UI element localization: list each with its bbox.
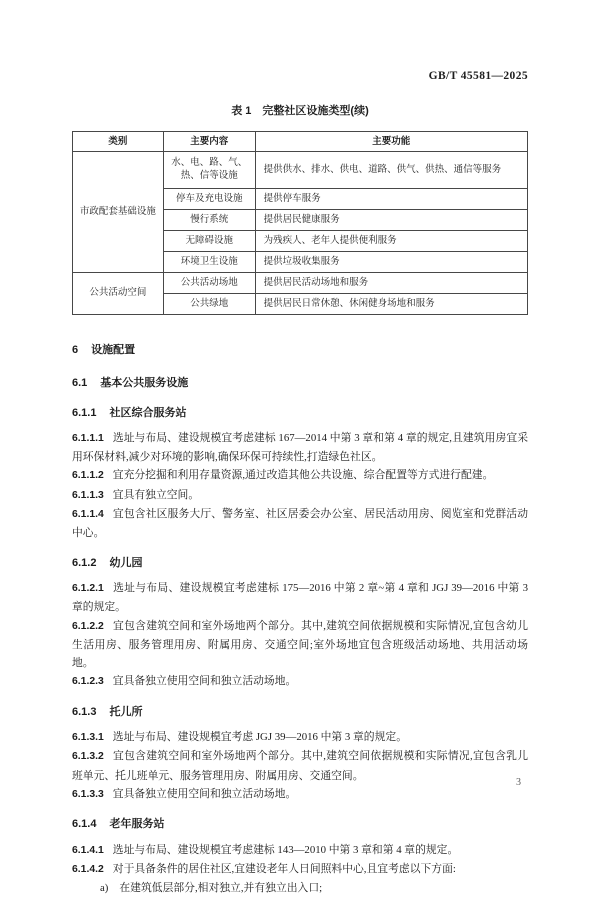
heading-number: 6.1.3 [72, 705, 97, 718]
page-number: 3 [516, 777, 521, 788]
clause-number: 6.1.2.1 [72, 582, 104, 594]
clause-text: 对于具备条件的居住社区,宜建设老年人日间照料中心,且宜考虑以下方面: [112, 862, 456, 875]
clause-number: 6.1.3.1 [72, 732, 104, 744]
clause-number: 6.1.1.1 [72, 432, 104, 444]
table-label: 表 1 [231, 105, 252, 117]
heading-number: 6.1.1 [72, 406, 97, 419]
content-cell: 水、电、路、气、热、信等设施 [163, 152, 255, 189]
clause-body [72, 341, 528, 897]
col-header-category: 类别 [73, 132, 164, 152]
page-content [72, 0, 528, 897]
clause-text: 选址与布局、建设规模宜考虑 JGJ 39—2016 中第 3 章的规定。 [112, 731, 407, 744]
facility-type-table [72, 131, 528, 315]
clause-6-1-3-1 [72, 728, 528, 747]
heading-number: 6.1.2 [72, 556, 97, 569]
col-header-content: 主要内容 [163, 132, 255, 152]
heading-number: 6.1 [72, 377, 88, 390]
content-cell: 停车及充电设施 [163, 189, 255, 210]
heading-text: 基本公共服务设施 [100, 377, 189, 390]
clause-6-1-2-2 [72, 617, 528, 673]
clause-text: 宜具备独立使用空间和独立活动场地。 [112, 787, 297, 800]
clause-6-1-1-1 [72, 429, 528, 467]
heading-text: 托儿所 [109, 705, 143, 718]
clause-6-1-3-2 [72, 747, 528, 785]
content-cell: 环境卫生设施 [163, 252, 255, 273]
function-cell: 提供垃圾收集服务 [255, 252, 527, 273]
category-cell-municipal: 市政配套基础设施 [73, 152, 164, 273]
clause-text: 选址与布局、建设规模宜考虑建标 167—2014 中第 3 章和第 4 章的规定,且建筑用房宜采用环保材料,减少对环境的影响,确保环保可持续性,打造绿色社区。 [72, 431, 528, 464]
table-row [73, 273, 528, 294]
clause-6-1-4-2 [72, 860, 528, 879]
function-cell: 提供供水、排水、供电、道路、供气、供热、通信等服务 [255, 152, 527, 189]
clause-number: 6.1.3.2 [72, 751, 104, 763]
clause-text: 宜包含建筑空间和室外场地两个部分。其中,建筑空间依据规模和实际情况,宜包含幼儿生活用房、服务管理用房、附属用房、交通空间;室外场地宜包含班级活动场地、共用活动场地。 [72, 619, 528, 670]
clause-text: 宜具有独立空间。 [112, 488, 200, 501]
heading-number: 6.1.4 [72, 818, 97, 831]
clause-text: 宜充分挖掘和利用存量资源,通过改造其他公共设施、综合配置等方式进行配建。 [112, 469, 494, 482]
category-cell-public-space: 公共活动空间 [73, 273, 164, 315]
clause-6-1-2-3 [72, 672, 528, 691]
function-cell: 为残疾人、老年人提供便利服务 [255, 231, 527, 252]
table-header-row [73, 132, 528, 152]
clause-number: 6.1.4.2 [72, 863, 104, 875]
clause-number: 6.1.1.2 [72, 470, 104, 482]
clause-text: 宜包含社区服务大厅、警务室、社区居委会办公室、居民活动用房、阅览室和党群活动中心。 [72, 508, 528, 540]
heading-text: 老年服务站 [109, 818, 165, 831]
content-cell: 慢行系统 [163, 210, 255, 231]
heading-number: 6 [72, 344, 79, 356]
clause-6-1-1-3 [72, 486, 528, 505]
standard-code: GB/T 45581—2025 [428, 70, 528, 82]
clause-text: 选址与布局、建设规模宜考虑建标 143—2010 中第 3 章和第 4 章的规定。 [112, 843, 459, 856]
clause-6-1-3-3 [72, 785, 528, 804]
list-item-a [72, 879, 528, 897]
clause-number: 6.1.2.3 [72, 676, 104, 688]
heading-6-1-4 [72, 815, 528, 833]
clause-number: 6.1.4.1 [72, 844, 104, 856]
content-cell: 公共活动场地 [163, 273, 255, 294]
table-row [73, 152, 528, 189]
clause-number: 6.1.1.4 [72, 509, 104, 521]
list-item-marker: a) [100, 882, 109, 895]
clause-number: 6.1.2.2 [72, 620, 104, 632]
col-header-function: 主要功能 [255, 132, 527, 152]
clause-6-1-2-1 [72, 579, 528, 617]
clause-number: 6.1.1.3 [72, 489, 104, 501]
heading-text: 社区综合服务站 [109, 406, 187, 419]
clause-text: 选址与布局、建设规模宜考虑建标 175—2016 中第 2 章~第 4 章和 JGJ 39—2016 中第 3 章的规定。 [72, 581, 528, 614]
heading-6-1-1 [72, 404, 528, 422]
table-title [72, 102, 528, 118]
heading-text: 设施配置 [91, 344, 136, 356]
function-cell: 提供停车服务 [255, 189, 527, 210]
heading-6-1 [72, 374, 528, 392]
clause-number: 6.1.3.3 [72, 788, 104, 800]
heading-6 [72, 341, 528, 359]
clause-6-1-4-1 [72, 841, 528, 860]
clause-6-1-1-2 [72, 466, 528, 485]
heading-text: 幼儿园 [109, 556, 143, 569]
function-cell: 提供居民活动场地和服务 [255, 273, 527, 294]
table-caption: 完整社区设施类型(续) [262, 105, 369, 117]
clause-text: 宜包含建筑空间和室外场地两个部分。其中,建筑空间依据规模和实际情况,宜包含乳儿班单元、托儿班单元、服务管理用房、附属用房、交通空间。 [72, 750, 528, 782]
clause-6-1-1-4 [72, 505, 528, 543]
list-item-text: 在建筑低层部分,相对独立,并有独立出入口; [119, 882, 323, 895]
content-cell: 无障碍设施 [163, 231, 255, 252]
heading-6-1-3 [72, 703, 528, 721]
function-cell: 提供居民健康服务 [255, 210, 527, 231]
function-cell: 提供居民日常休憩、休闲健身场地和服务 [255, 294, 527, 315]
heading-6-1-2 [72, 554, 528, 572]
content-cell: 公共绿地 [163, 294, 255, 315]
clause-text: 宜具备独立使用空间和独立活动场地。 [112, 675, 297, 688]
